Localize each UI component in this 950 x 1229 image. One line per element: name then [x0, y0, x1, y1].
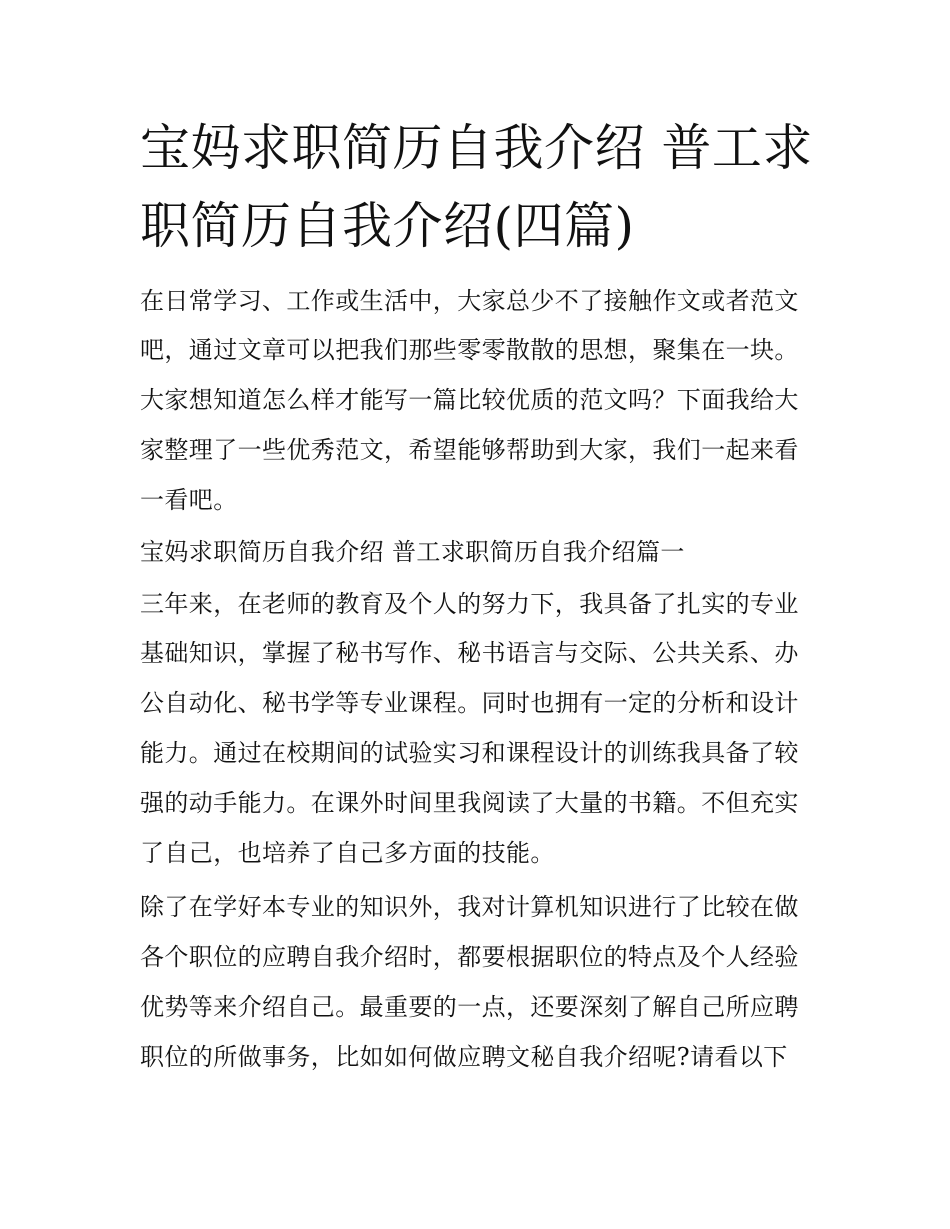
- intro-line-5: 一看吧。: [140, 486, 238, 514]
- intro-line-1: 在日常学习、工作或生活中，大家总少不了接触作文或者范文: [140, 287, 799, 315]
- paragraph1-line-2: 基础知识，掌握了秘书写作、秘书语言与交际、公共关系、办: [140, 639, 799, 667]
- section-heading: 宝妈求职简历自我介绍 普工求职简历自我介绍篇一: [140, 538, 685, 566]
- paragraph2-line-4: 职位的所做事务，比如如何做应聘文秘自我介绍呢?请看以下: [140, 1043, 788, 1071]
- paragraph2-line-2: 各个职位的应聘自我介绍时，都要根据职位的特点及个人经验: [140, 943, 799, 971]
- intro-line-3: 大家想知道怎么样才能写一篇比较优质的范文吗？下面我给大: [140, 386, 799, 414]
- intro-line-2: 吧，通过文章可以把我们那些零零散散的思想，聚集在一块。: [140, 336, 799, 364]
- paragraph2-line-1: 除了在学好本专业的知识外，我对计算机知识进行了比较在做: [140, 893, 799, 921]
- paragraph2-line-3: 优势等来介绍自己。最重要的一点，还要深刻了解自己所应聘: [140, 993, 799, 1021]
- intro-line-4: 家整理了一些优秀范文，希望能够帮助到大家，我们一起来看: [140, 436, 799, 464]
- paragraph1-line-1: 三年来，在老师的教育及个人的努力下，我具备了扎实的专业: [140, 590, 799, 618]
- paragraph1-line-6: 了自己，也培养了自己多方面的技能。: [140, 839, 555, 867]
- document-title-line-1: 宝妈求职简历自我介绍 普工求: [140, 119, 813, 177]
- paragraph1-line-5: 强的动手能力。在课外时间里我阅读了大量的书籍。不但充实: [140, 789, 799, 817]
- paragraph1-line-4: 能力。通过在校期间的试验实习和课程设计的训练我具备了较: [140, 739, 799, 767]
- paragraph1-line-3: 公自动化、秘书学等专业课程。同时也拥有一定的分析和设计: [140, 689, 799, 717]
- document-title-line-2: 职简历自我介绍(四篇): [140, 197, 635, 255]
